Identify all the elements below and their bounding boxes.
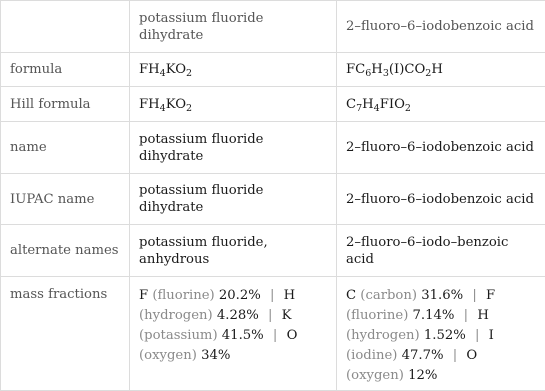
element-symbol: O [287, 328, 298, 343]
formula-compound-1 [130, 53, 337, 87]
row-label-name: name [1, 122, 130, 174]
formula-text: H [371, 62, 383, 77]
formula-text: FH [139, 97, 160, 112]
separator: | [467, 288, 481, 303]
formula-text: H [362, 97, 374, 112]
row-iupac-name [1, 174, 545, 225]
formula-subscript: 2 [186, 68, 192, 79]
element-name: (fluorine) [152, 288, 214, 303]
mass-fraction-value: 4.28% [217, 308, 259, 323]
mass-fraction-value: 7.14% [413, 308, 455, 323]
mass-fraction-value: 1.52% [424, 328, 466, 343]
element-name: (hydrogen) [346, 328, 420, 343]
row-label-iupac-name: IUPAC name [1, 174, 130, 225]
mass-fraction-value: 31.6% [421, 288, 463, 303]
element-name: (fluorine) [346, 308, 408, 323]
header-row [1, 1, 545, 53]
row-formula [1, 53, 545, 87]
element-name: (potassium) [139, 328, 218, 343]
formula-subscript: 4 [160, 68, 166, 79]
formula-text: H [431, 62, 443, 77]
element-symbol: I [489, 328, 494, 343]
header-compound-2: 2–fluoro–6–iodobenzoic acid [337, 1, 545, 53]
header-corner [1, 1, 130, 53]
hill-formula-compound-1 [130, 87, 337, 122]
iupac-name-compound-2: 2–fluoro–6–iodobenzoic acid [337, 174, 545, 225]
alternate-names-compound-2: 2–fluoro–6–iodo–benzoic acid [337, 225, 545, 277]
formula-text: C [346, 97, 356, 112]
row-alternate-names [1, 225, 545, 277]
element-name: (carbon) [360, 288, 417, 303]
element-symbol: C [346, 288, 356, 303]
header-compound-1: potassium fluoride dihydrate [130, 1, 337, 53]
hill-formula-compound-2 [337, 87, 545, 122]
row-label-formula: formula [1, 53, 130, 87]
row-label-hill-formula: Hill formula [1, 87, 130, 122]
formula-text: FH [139, 62, 160, 77]
row-hill-formula [1, 87, 545, 122]
mass-fraction-value: 34% [201, 348, 230, 363]
formula-subscript: 4 [374, 103, 380, 114]
element-symbol: F [486, 288, 495, 303]
separator: | [268, 328, 282, 343]
formula-text: (I)CO [389, 62, 425, 77]
separator: | [263, 308, 277, 323]
element-name: (oxygen) [139, 348, 197, 363]
alternate-names-compound-1: potassium fluoride, anhydrous [130, 225, 337, 277]
formula-text: FC [346, 62, 365, 77]
formula-subscript: 2 [186, 103, 192, 114]
row-label-alternate-names: alternate names [1, 225, 130, 277]
separator: | [459, 308, 473, 323]
formula-subscript: 2 [425, 68, 431, 79]
formula-text: FIO [380, 97, 405, 112]
element-symbol: H [284, 288, 296, 303]
mass-fractions-compound-1 [130, 277, 337, 391]
formula-subscript: 2 [405, 103, 411, 114]
mass-fraction-value: 12% [408, 368, 437, 383]
separator: | [470, 328, 484, 343]
element-symbol: O [466, 348, 477, 363]
row-mass-fractions [1, 277, 545, 391]
mass-fractions-compound-2 [337, 277, 545, 391]
formula-subscript: 3 [383, 68, 389, 79]
mass-fraction-value: 41.5% [222, 328, 264, 343]
mass-fraction-value: 47.7% [402, 348, 444, 363]
element-name: (iodine) [346, 348, 397, 363]
element-name: (hydrogen) [139, 308, 213, 323]
formula-text: KO [166, 62, 186, 77]
name-compound-1: potassium fluoride dihydrate [130, 122, 337, 174]
mass-fraction-value: 20.2% [219, 288, 261, 303]
element-symbol: H [477, 308, 489, 323]
element-symbol: F [139, 288, 148, 303]
name-compound-2: 2–fluoro–6–iodobenzoic acid [337, 122, 545, 174]
separator: | [448, 348, 462, 363]
formula-subscript: 4 [160, 103, 166, 114]
formula-text: KO [166, 97, 186, 112]
row-name [1, 122, 545, 174]
element-name: (oxygen) [346, 368, 404, 383]
iupac-name-compound-1: potassium fluoride dihydrate [130, 174, 337, 225]
element-symbol: K [282, 308, 292, 323]
row-label-mass-fractions: mass fractions [1, 277, 130, 391]
formula-subscript: 7 [356, 103, 362, 114]
separator: | [265, 288, 279, 303]
formula-subscript: 6 [365, 68, 371, 79]
formula-compound-2 [337, 53, 545, 87]
